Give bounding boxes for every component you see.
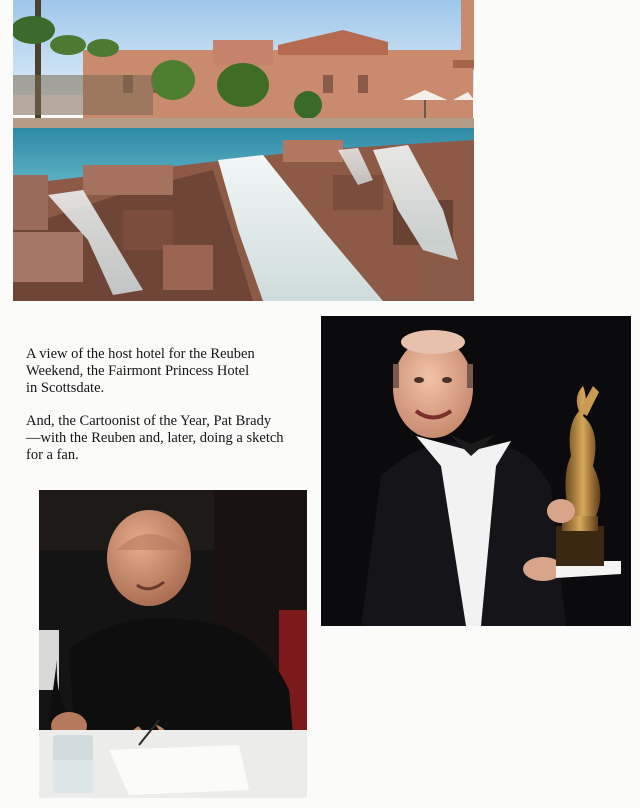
cartoonist-caption [26, 413, 318, 464]
cartoonist-caption-line-3: for a fan. [26, 447, 79, 463]
cartoonist-caption-line-2: —with the Reuben and, later, doing a sketch [26, 430, 284, 446]
sketch-photo [39, 490, 307, 798]
hotel-photo [13, 0, 474, 301]
award-photo [321, 316, 631, 626]
hotel-caption [26, 346, 318, 397]
hotel-caption-line-2: Weekend, the Fairmont Princess Hotel [26, 363, 250, 379]
photo-caption [26, 346, 318, 480]
cartoonist-caption-line-1: And, the Cartoonist of the Year, Pat Brady [26, 413, 272, 429]
hotel-caption-line-1: A view of the host hotel for the Reuben [26, 346, 255, 362]
hotel-caption-line-3: in Scottsdate. [26, 380, 105, 396]
